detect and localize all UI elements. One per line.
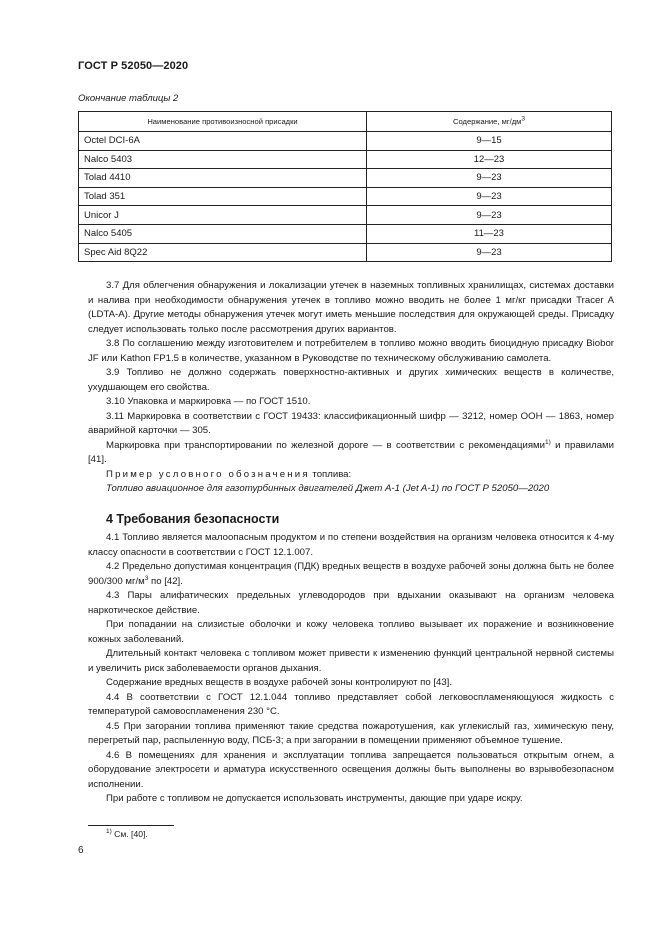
table-row	[79, 150, 612, 169]
table-row	[79, 169, 612, 188]
paragraph-3-11: 3.11 Маркировка в соответствии с ГОСТ 19433: классификационный шифр — 3212, номер ООН — 1863, номер аварийной карточки — 305.	[88, 410, 614, 436]
additive-name: Tolad 351	[79, 187, 367, 206]
section-3-continuation	[88, 279, 614, 497]
additive-name: Nalco 5405	[79, 224, 367, 243]
additive-name: Spec Aid 8Q22	[79, 243, 367, 262]
paragraph-4-3-b: При попадании на слизистые оболочки и кожу человека топливо вызывает их поражение и возникновение кожных заболеваний.	[88, 619, 614, 645]
table-row	[79, 206, 612, 225]
footnote-divider	[88, 825, 174, 826]
paragraph-3-7: 3.7 Для облегчения обнаружения и локализации утечек в наземных топливных хранилищах, системах доставки и налива при необходимости обнаружения утечек в топливо можно вводить не более 1 мг/кг присадки Tracer A (LDTA-A). Другие методы обнаружения утечек могут иметь меньшие последствия для окружающей среды. Присадку следует использовать только после рассмотрения других вариантов.	[88, 280, 614, 335]
footnote-ref: 1)	[544, 438, 551, 446]
footnote: $^{1)}$ См. [40].	[106, 828, 148, 839]
paragraph-4-2: 4.2 Предельно допустимая концентрация (ПДК) вредных веществ в воздухе рабочей зоны должна быть не более 900/300 $мг/м^3$ по [42].	[88, 561, 614, 587]
paragraph-3-9: 3.9 Топливо не должно содержать поверхностно-активных и других химических веществ в количестве, ухудшающем его свойства.	[88, 367, 614, 393]
example-label: Пример условного обозначения топлива:	[106, 468, 352, 480]
additive-content: 9—15	[367, 132, 612, 151]
paragraph-4-3-d: Содержание вредных веществ в воздухе рабочей зоны контролируют по [43].	[106, 677, 453, 688]
table-caption: Окончание таблицы 2	[78, 93, 179, 104]
paragraph-4-6-b: При работе с топливом не допускается использовать инструменты, дающие при ударе искру.	[106, 793, 523, 804]
paragraph-4-3: 4.3 Пары алифатических предельных углеводородов при вдыхании оказывают на организм человека наркотическое действие.	[88, 590, 614, 616]
column-header-name: Наименование противоизносной присадки	[79, 112, 367, 132]
paragraph-3-8: 3.8 По соглашению между изготовителем и потребителем в топливо можно вводить биоцидную присадку Biobor JF или Kathon FP1.5 в количестве, указанном в Руководстве по техническому обслуживанию самолета.	[88, 338, 614, 364]
additive-content: 11—23	[367, 224, 612, 243]
paragraph-4-3-c: Длительный контакт человека с топливом может привести к изменению функций центральной нервной системы и увеличить риск заболеваемости органов дыхания.	[88, 648, 614, 674]
column-header-content: Содержание, $мг/дм^3$	[367, 112, 612, 132]
page-number: 6	[78, 845, 84, 856]
paragraph-rail-marking: Маркировка при транспортировании по железной дороге — в соответствии с рекомендациями$^{1)}$ и правилами [41].	[88, 438, 615, 465]
table-row	[79, 243, 612, 262]
table-row	[79, 187, 612, 206]
additive-content: 9—23	[367, 187, 612, 206]
additive-name: Octel DCI-6A	[79, 132, 367, 151]
additive-content: 9—23	[367, 206, 612, 225]
additive-name: Unicor J	[79, 206, 367, 225]
paragraph-3-10: 3.10 Упаковка и маркировка — по ГОСТ 1510.	[106, 396, 311, 407]
paragraph-4-5: 4.5 При загорании топлива применяют такие средства пожаротушения, как углекислый газ, химическую пену, перегретый пар, распыленную воду, ПСБ-3; а при загорании в помещении применяют объемное тушение.	[88, 720, 614, 746]
document-header: ГОСТ Р 52050—2020	[78, 60, 189, 72]
table-header-row	[79, 112, 612, 132]
additive-name: Tolad 4410	[79, 169, 367, 188]
paragraph-4-4: 4.4 В соответствии с ГОСТ 12.1.044 топливо представляет собой легковоспламеняющуюся жидкость с температурой самовоспламенения 230 °С.	[88, 691, 614, 717]
paragraph-4-6: 4.6 В помещениях для хранения и эксплуатации топлива запрещается пользоваться открытым огнем, а оборудование электросети и арматура искусственного освещения должны быть выполнены во взрывобезопасном исполнении.	[88, 749, 614, 790]
additive-content: 9—23	[367, 243, 612, 262]
table-row	[79, 224, 612, 243]
example-designation: Топливо авиационное для газотурбинных двигателей Джет А-1 (Jet A-1) по ГОСТ Р 52050—2020	[106, 483, 550, 494]
additive-content: 9—23	[367, 169, 612, 188]
additive-content: 12—23	[367, 150, 612, 169]
table-row	[79, 132, 612, 151]
section-4-body	[88, 531, 614, 807]
additive-name: Nalco 5403	[79, 150, 367, 169]
section-4-title: 4 Требования безопасности	[106, 512, 280, 526]
additives-table	[78, 111, 612, 262]
paragraph-4-1: 4.1 Топливо является малоопасным продуктом и по степени воздействия на организм человека относится к 4-му классу опасности в соответствии с ГОСТ 12.1.007.	[88, 532, 614, 558]
